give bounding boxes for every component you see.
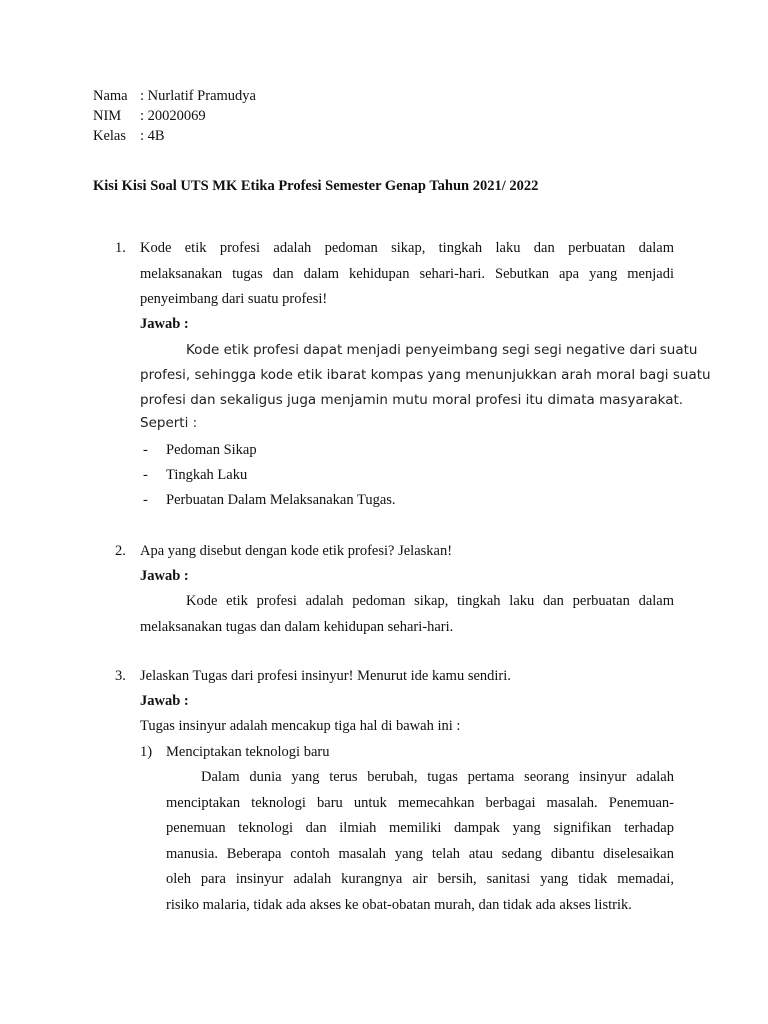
question-number: 3. [115,668,126,684]
nama-label: Nama [93,88,128,104]
list-item: Tingkah Laku [166,467,248,483]
list-item: Perbuatan Dalam Melaksanakan Tugas. [166,492,396,508]
nama-value: : Nurlatif Pramudya [140,88,256,104]
answer-line: melaksanakan tugas dan dalam kehidupan sehari-hari. [140,619,454,635]
question-line: melaksanakan tugas dan dalam kehidupan sehari-hari. Sebutkan apa yang menjadi [140,266,674,282]
nim-label: NIM [93,108,122,124]
paragraph-line: menciptakan teknologi baru untuk memecahkan berbagai masalah. Penemuan- [166,795,674,811]
answer-label: Jawab : [140,316,189,332]
answer-label: Jawab : [140,568,189,584]
question-line: penyeimbang dari suatu profesi! [140,291,328,307]
kelas-value: : 4B [140,128,165,144]
paragraph-line: oleh para insinyur adalah kurangnya air bersih, sanitasi yang tidak memadai, [166,871,674,887]
bullet-dash: - [143,492,148,508]
list-item: Pedoman Sikap [166,442,257,458]
answer-line: Kode etik profesi adalah pedoman sikap, tingkah laku dan perbuatan dalam [186,593,674,609]
document-title: Kisi Kisi Soal UTS MK Etika Profesi Semester Genap Tahun 2021/ 2022 [93,178,539,194]
kelas-label: Kelas [93,128,127,144]
bullet-dash: - [143,442,148,458]
paragraph-line: penemuan teknologi dan ilmiah memiliki dampak yang signifikan terhadap [166,820,674,836]
question-line: Jelaskan Tugas dari profesi insinyur! Menurut ide kamu sendiri. [140,668,511,684]
bullet-dash: - [143,467,148,483]
answer-line: Kode etik profesi dapat menjadi penyeimbang segi segi negative dari suatu [186,342,698,358]
paragraph-line: manusia. Beberapa contoh masalah yang telah atau sedang dibantu diselesaikan [166,846,674,862]
paragraph-line: Dalam dunia yang terus berubah, tugas pertama seorang insinyur adalah [201,769,674,785]
answer-line: profesi, sehingga kode etik ibarat kompas yang menunjukkan arah moral bagi suatu [140,367,711,383]
nim-value: : 20020069 [140,108,206,124]
question-number: 1. [115,240,126,256]
question-number: 2. [115,543,126,559]
question-line: Apa yang disebut dengan kode etik profesi? Jelaskan! [140,543,453,559]
question-line: Kode etik profesi adalah pedoman sikap, tingkah laku dan perbuatan dalam [140,240,674,256]
sub-number: 1) [140,744,153,760]
answer-line: profesi dan sekaligus juga menjamin mutu moral profesi itu dimata masyarakat. [140,392,684,408]
answer-label: Jawab : [140,693,189,709]
paragraph-line: risiko malaria, tidak ada akses ke obat-obatan murah, dan tidak ada akses listrik. [166,897,632,913]
answer-intro: Tugas insinyur adalah mencakup tiga hal di bawah ini : [140,718,461,734]
sub-title: Menciptakan teknologi baru [166,744,330,760]
answer-line: Seperti : [140,415,198,431]
